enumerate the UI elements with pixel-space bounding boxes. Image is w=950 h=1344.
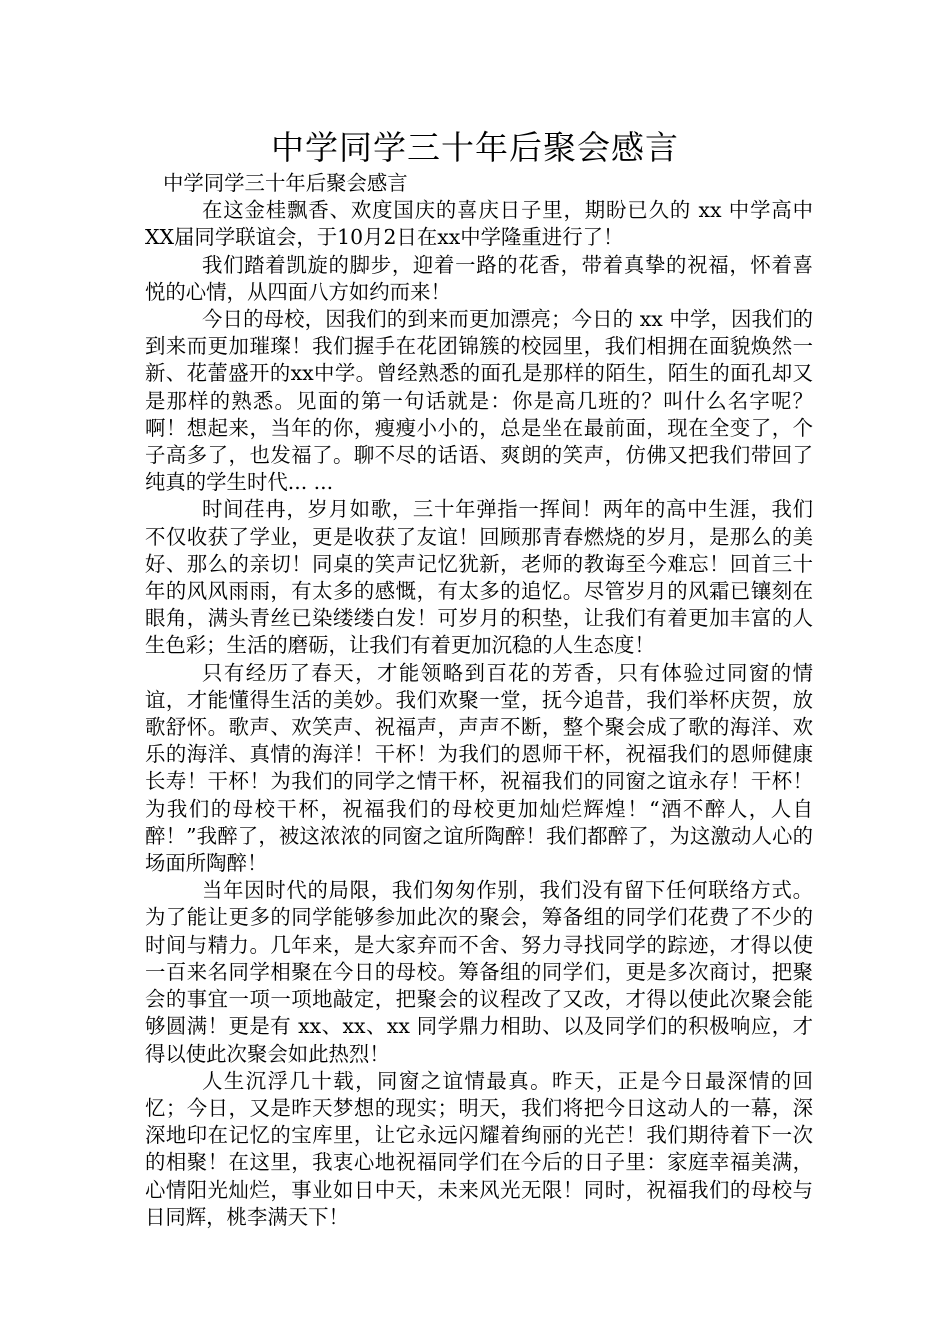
- document-subtitle: 中学同学三十年后聚会感言: [163, 171, 408, 195]
- document-body: [145, 170, 813, 1231]
- paragraph-1: 在这金桂飘香、欢度国庆的喜庆日子里，期盼已久的 xx 中学高中XX届同学联谊会，于10月2日在xx中学隆重进行了！: [145, 198, 813, 250]
- paragraph-5: 只有经历了春天，才能领略到百花的芳香，只有体验过同窗的情谊，才能懂得生活的美妙。我们欢聚一堂，抚今追昔，我们举杯庆贺，放歌舒怀。歌声、欢笑声、祝福声，声声不断，整个聚会成了歌的海洋、欢乐的海洋、真情的海洋！干杯！为我们的恩师干杯，祝福我们的恩师健康长寿！干杯！为我们的同学之情干杯，祝福我们的同窗之谊永存！干杯！为我们的母校干杯，祝福我们的母校更加灿烂辉煌！“酒不醉人，人自醉！”我醉了，被这浓浓的同窗之谊所陶醉！我们都醉了，为这激动人心的场面所陶醉！: [145, 660, 813, 876]
- paragraph-3: 今日的母校，因我们的到来而更加漂亮；今日的 xx 中学，因我们的到来而更加璀璨！我们握手在花团锦簇的校园里，我们相拥在面貌焕然一新、花蕾盛开的xx中学。曾经熟悉的面孔是那样的陌生，陌生的面孔却又是那样的熟悉。见面的第一句话就是：你是高几班的？叫什么名字呢？啊！想起来，当年的你，瘦瘦小小的，总是坐在最前面，现在全变了，个子高多了，也发福了。聊不尽的话语、爽朗的笑声，仿佛又把我们带回了纯真的学生时代... ...: [145, 307, 813, 495]
- paragraph-4: 时间荏冉，岁月如歌，三十年弹指一挥间！两年的高中生涯，我们不仅收获了学业，更是收获了友谊！回顾那青春燃烧的岁月，是那么的美好、那么的亲切！同桌的笑声记忆犹新，老师的教诲至今难忘！回首三十年的风风雨雨，有太多的感慨，有太多的追忆。尽管岁月的风霜已镶刻在眼角，满头青丝已染缕缕白发！可岁月的积垫，让我们有着更加丰富的人生色彩；生活的磨砺，让我们有着更加沉稳的人生态度！: [145, 497, 813, 658]
- paragraph-6: 当年因时代的局限，我们匆匆作别，我们没有留下任何联络方式。为了能让更多的同学能够参加此次的聚会，筹备组的同学们花费了不少的时间与精力。几年来，是大家弃而不舍、努力寻找同学的踪迹，才得以使一百来名同学相聚在今日的母校。筹备组的同学们，更是多次商讨，把聚会的事宜一项一项地敲定，把聚会的议程改了又改，才得以使此次聚会能够圆满！更是有 xx、xx、xx 同学鼎力相助、以及同学们的积极响应，才得以使此次聚会如此热烈！: [145, 878, 813, 1066]
- page-title: 中学同学三十年后聚会感言: [271, 128, 679, 167]
- paragraph-2: 我们踏着凯旋的脚步，迎着一路的花香，带着真挚的祝福，怀着喜悦的心情，从四面八方如约而来！: [145, 252, 813, 304]
- paragraph-7: 人生沉浮几十载，同窗之谊情最真。昨天，正是今日最深情的回忆；今日，又是昨天梦想的现实；明天，我们将把今日这动人的一幕，深深地印在记忆的宝库里，让它永远闪耀着绚丽的光芒！我们期待着下一次的相聚！在这里，我衷心地祝福同学们在今后的日子里：家庭幸福美满，心情阳光灿烂，事业如日中天，未来风光无限！同时，祝福我们的母校与日同辉，桃李满天下！: [145, 1068, 813, 1229]
